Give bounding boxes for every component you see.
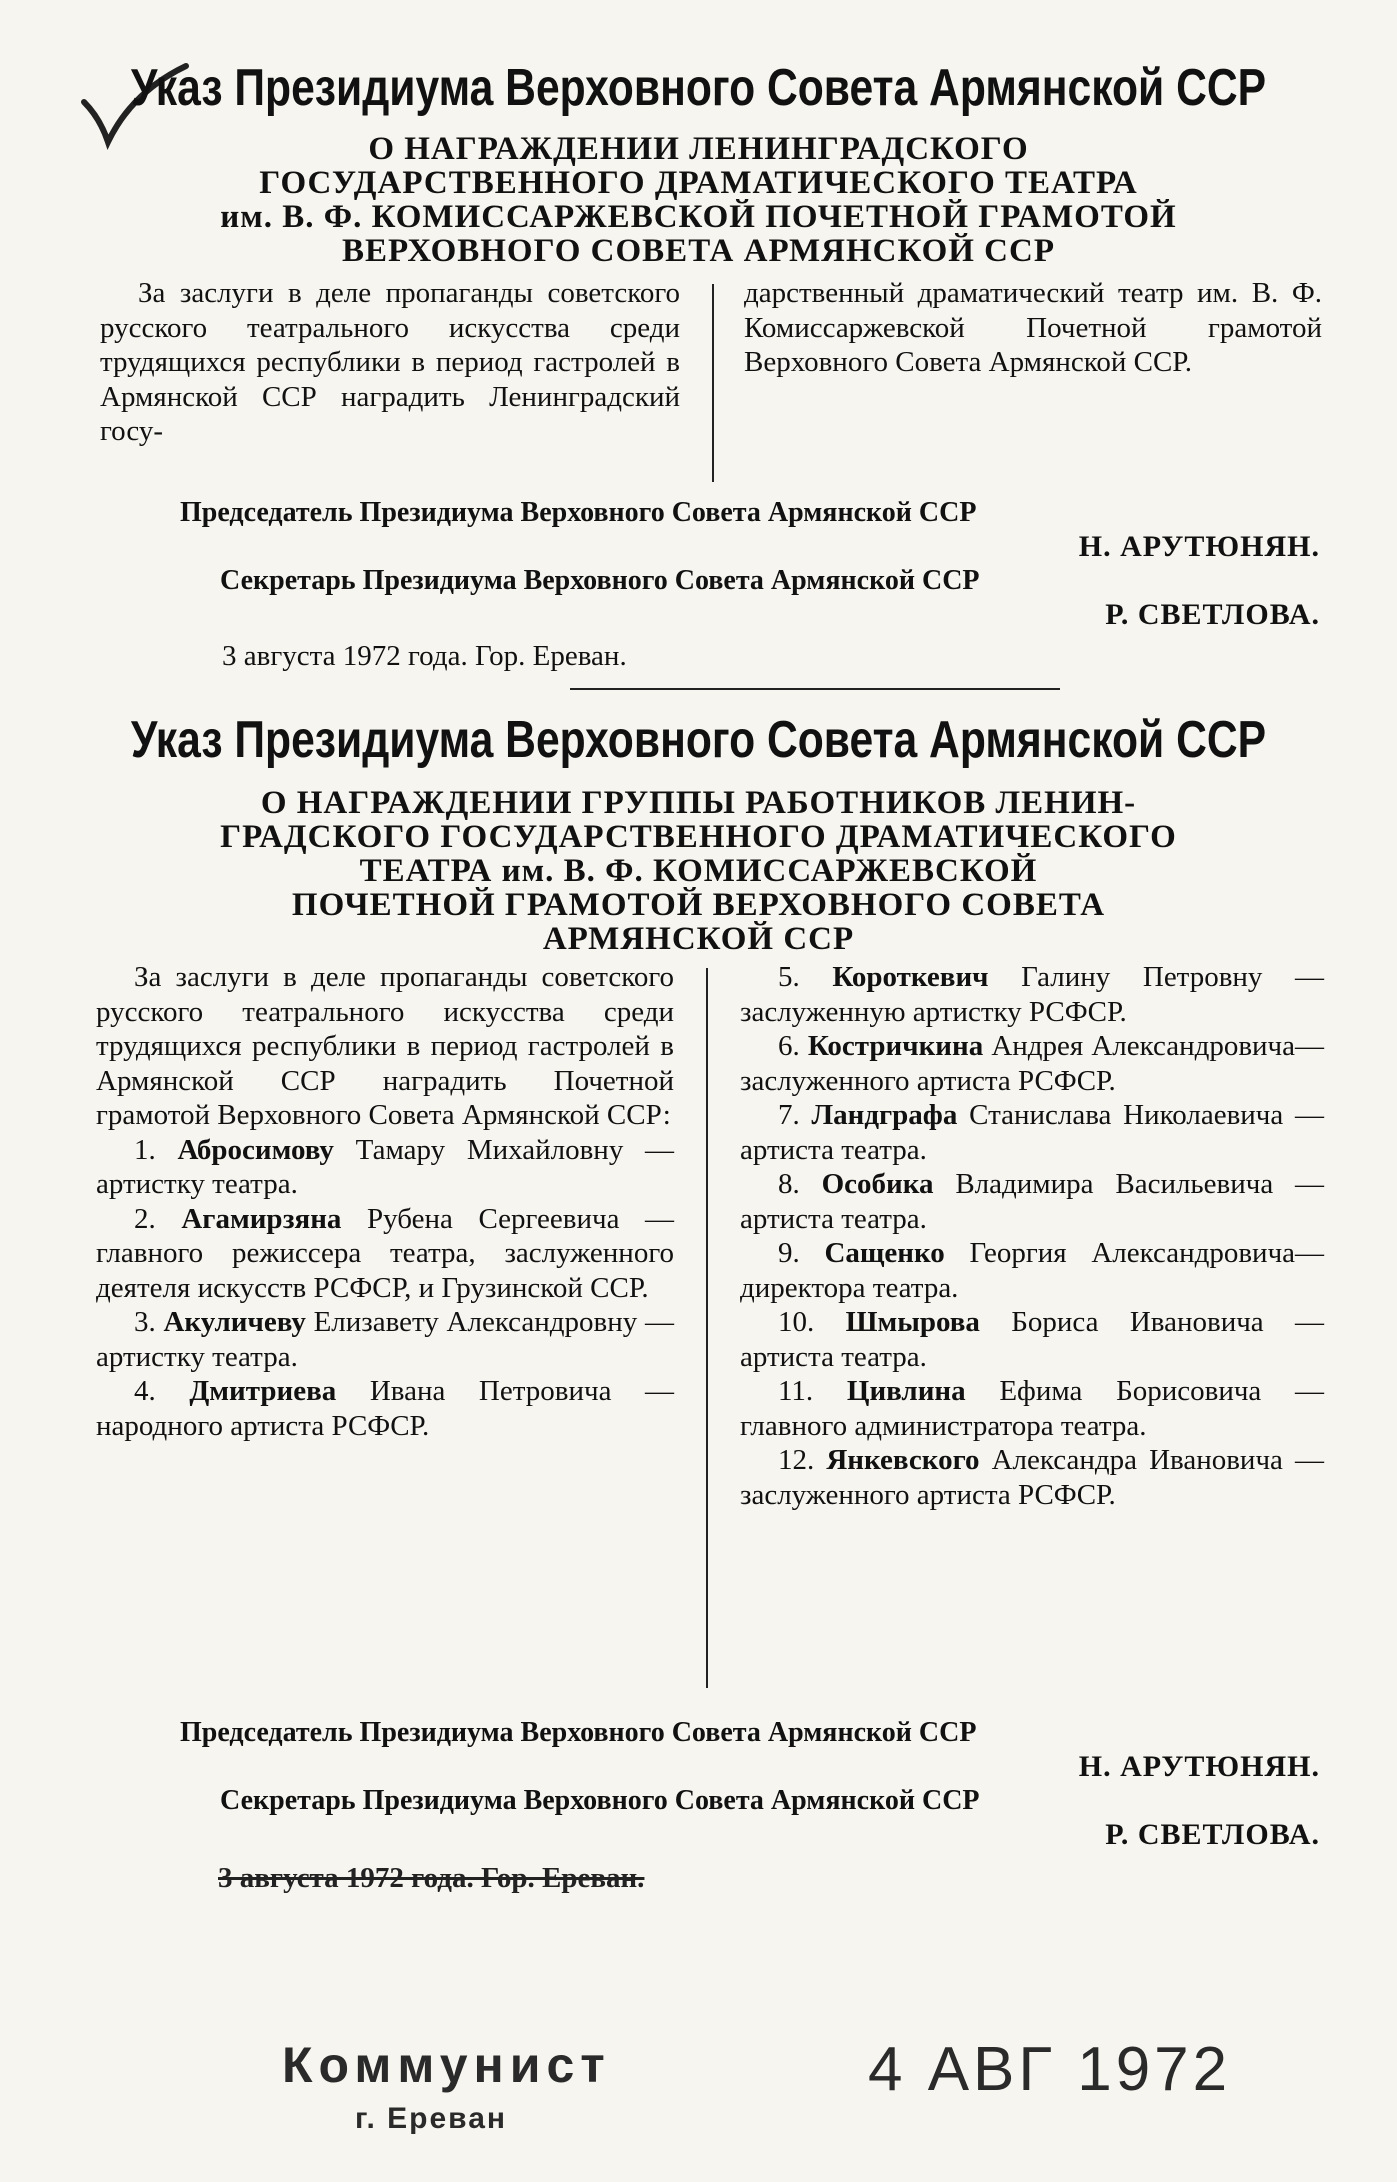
decree1-chairman-name: Н. АРУТЮНЯН. — [1078, 530, 1320, 563]
awardee-details: Ефима Борисовича — главного администратора театра. — [740, 1375, 1324, 1442]
stamp-newspaper-name: Коммунист — [282, 2037, 611, 2093]
awardee-name: Шмырова — [845, 1306, 980, 1338]
awardee-name: Агамирзяна — [181, 1202, 342, 1235]
awardee-number: 8. — [778, 1168, 800, 1200]
awardee-name: Ландграфа — [811, 1099, 958, 1131]
awardee-item — [740, 1167, 1324, 1236]
awardee-number: 6. — [778, 1030, 800, 1062]
awardee-item — [740, 1029, 1324, 1098]
awardee-name: Акуличеву — [163, 1306, 306, 1338]
awardee-number: 2. — [134, 1202, 156, 1235]
awardee-number: 11. — [778, 1375, 814, 1407]
decree2-left-column — [96, 960, 674, 1443]
awardee-details: Тамару Михайловну — артистку театра. — [96, 1133, 674, 1200]
decree2-subtitle-line: ПОЧЕТНОЙ ГРАМОТОЙ ВЕРХОВНОГО СОВЕТА — [291, 887, 1106, 923]
decree1-subtitle-line: ВЕРХОВНОГО СОВЕТА АРМЯНСКОЙ ССР — [341, 233, 1055, 269]
column-divider — [712, 284, 714, 482]
awardee-number: 3. — [134, 1306, 156, 1338]
decree1-subtitle-line: ГОСУДАРСТВЕННОГО ДРАМАТИЧЕСКОГО ТЕАТРА — [259, 165, 1138, 201]
awardee-item — [96, 1374, 674, 1443]
decree2-subtitle — [0, 786, 1397, 956]
awardee-name: Короткевич — [832, 961, 989, 993]
awardee-details: Елизавету Александровну — артистку театра. — [96, 1306, 674, 1373]
awardee-item — [740, 1098, 1324, 1167]
awardee-item — [740, 1236, 1324, 1305]
decree2-subtitle-line: ГРАДСКОГО ГОСУДАРСТВЕННОГО ДРАМАТИЧЕСКОГО — [220, 819, 1177, 855]
decree2-date: 3 августа 1972 года. Гор. Ереван. — [218, 1862, 645, 1894]
awardee-details: Андрея Александровича—заслуженного артиста РСФСР. — [740, 1030, 1325, 1097]
decree2-chairman-title: Председатель Президиума Верховного Совета Армянской ССР — [180, 1717, 977, 1748]
decree1-date: 3 августа 1972 года. Гор. Ереван. — [222, 640, 627, 672]
awardee-number: 1. — [134, 1133, 156, 1166]
awardee-details: Владимира Васильевича — артиста театра. — [740, 1168, 1325, 1235]
decree1-signatures — [180, 496, 1320, 632]
awardee-name: Янкевского — [826, 1444, 980, 1476]
decree1-subtitle-line: им. В. Ф. КОМИССАРЖЕВСКОЙ ПОЧЕТНОЙ ГРАМОТОЙ — [220, 199, 1177, 235]
decree1-subtitle-line: О НАГРАЖДЕНИИ ЛЕНИНГРАДСКОГО — [368, 131, 1029, 167]
column-divider — [706, 968, 708, 1688]
decree2-intro: За заслуги в деле пропаганды советского русского театрального искусства среди трудящихся республики в период гастролей в Армянской ССР наградить Почетной грамотой Верховного Совета Армянской ССР: — [96, 961, 674, 1131]
decree2-title: Указ Президиума Верховного Совета Армянской ССР — [130, 711, 1267, 769]
awardee-details: Галину Петровну — заслуженную артистку РСФСР. — [740, 961, 1325, 1028]
awardee-item — [96, 1202, 674, 1306]
awardee-details: Рубена Сергеевича — главного режиссера театра, заслуженного деятеля искусств РСФСР, и Грузинской ССР. — [96, 1202, 675, 1304]
awardee-details: Ивана Петровича — народного артиста РСФСР. — [96, 1375, 675, 1442]
decree2-chairman-name: Н. АРУТЮНЯН. — [1078, 1750, 1320, 1783]
decree1-subtitle — [0, 132, 1397, 268]
awardee-number: 7. — [778, 1099, 800, 1131]
decree1-chairman-title: Председатель Президиума Верховного Совета Армянской ССР — [180, 497, 977, 528]
decree1-body-right: дарственный драматический театр им. В. Ф. Комиссаржевской Почетной грамотой Верховного Совета Армянской ССР. — [744, 277, 1322, 378]
awardee-details: Бориса Ивановича — артиста театра. — [740, 1306, 1325, 1373]
awardee-name: Цивлина — [846, 1375, 966, 1407]
stamp-city: г. Ереван — [355, 2102, 508, 2135]
awardee-name: Особика — [821, 1168, 934, 1200]
awardee-name: Абросимову — [177, 1133, 334, 1166]
awardee-item — [740, 960, 1324, 1029]
decree2-secretary-title: Секретарь Президиума Верховного Совета Армянской ССР — [220, 1785, 980, 1816]
awardee-number: 9. — [778, 1237, 800, 1269]
awardee-item — [740, 1374, 1324, 1443]
awardee-number: 5. — [778, 961, 800, 993]
awardee-item — [740, 1443, 1324, 1512]
awardee-item — [96, 1305, 674, 1374]
decree1-title: Указ Президиума Верховного Совета Армянской ССР — [130, 59, 1267, 117]
awardee-number: 10. — [778, 1306, 815, 1338]
decree1-secretary-title: Секретарь Президиума Верховного Совета Армянской ССР — [220, 565, 980, 596]
stamp-date: 4 АВГ 1972 — [868, 2035, 1232, 2104]
awardee-details: Георгия Александровича—директора театра. — [740, 1237, 1325, 1304]
decree1-body-left: За заслуги в деле пропаганды советского русского театрального искусства среди трудящихся республики в период гастролей в Армянской ССР наградить Ленинградский госу- — [100, 277, 680, 447]
awardee-item — [96, 1133, 674, 1202]
separator-rule — [570, 688, 1060, 690]
awardee-details: Александра Ивановича — заслуженного артиста РСФСР. — [740, 1444, 1324, 1511]
awardee-name: Костричкина — [807, 1030, 984, 1062]
decree2-secretary-name: Р. СВЕТЛОВА. — [1105, 1818, 1320, 1851]
awardee-name: Дмитриева — [189, 1375, 337, 1407]
decree2-subtitle-line: О НАГРАЖДЕНИИ ГРУППЫ РАБОТНИКОВ ЛЕНИН- — [260, 785, 1137, 821]
awardee-number: 12. — [778, 1444, 815, 1476]
awardee-name: Сащенко — [824, 1237, 945, 1269]
decree2-signatures — [180, 1716, 1320, 1852]
decree2-subtitle-line: АРМЯНСКОЙ ССР — [542, 921, 855, 957]
decree2-right-column — [740, 960, 1324, 1512]
decree1-secretary-name: Р. СВЕТЛОВА. — [1105, 598, 1320, 631]
decree2-subtitle-line: ТЕАТРА им. В. Ф. КОМИССАРЖЕВСКОЙ — [359, 853, 1038, 889]
awardee-details: Станислава Николаевича — артиста театра. — [740, 1099, 1324, 1166]
awardee-item — [740, 1305, 1324, 1374]
awardee-number: 4. — [134, 1375, 156, 1407]
